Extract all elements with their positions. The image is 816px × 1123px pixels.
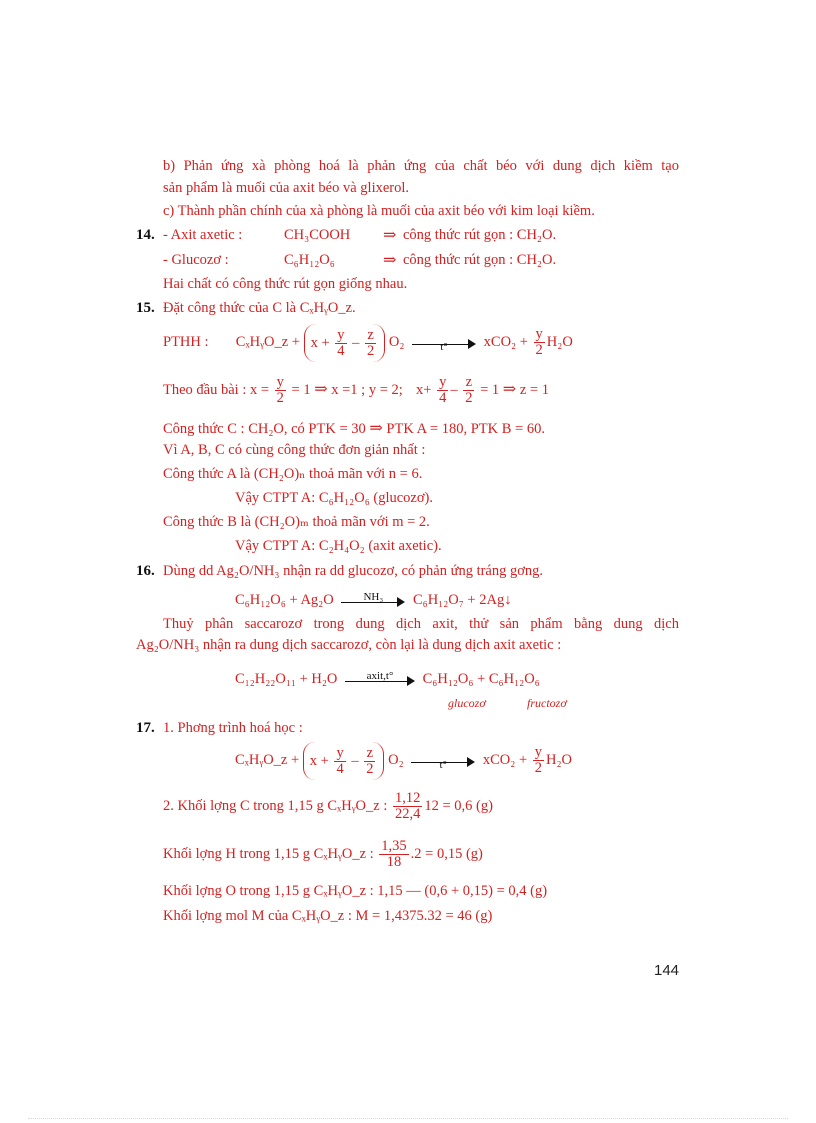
page-number: 144 [654,962,680,979]
fraction-y-2: $\frac{y}{2}$ [276,374,284,407]
sec14-line3: Hai chất có công thức rút gọn giống nhau. [163,276,408,292]
reaction-arrow-icon: NH₃ [341,591,405,611]
sec15-pthh-equation [163,322,573,362]
fraction-y-4: $\frac{y}{4}$ [336,744,344,777]
fraction-y-2: $\frac{y}{2}$ [535,326,543,359]
sec14-line1-result: công thức rút gọn : CH₂O. [403,227,557,243]
sec14-line1-name: - Axit axetic : [163,227,243,243]
fraction-z-2: $\frac{z}{2}$ [465,374,473,407]
pthh-label: PTHH : [163,334,209,350]
sec13-b-line2: sản phẩm là muối của axit béo và glixerol. [163,180,410,196]
implies-icon: ⇒ [369,420,383,437]
sec16-para-line1: Thuỷ phân saccarozơ trong dung dịch axit, thử sản phẩm bằng dung dịch [163,616,679,632]
sec14-line1-formula: CH₃COOH [284,227,351,243]
sec16-intro: Dùng dd Ag₂O/NH₃ nhận ra dd glucozơ, có phản ứng tráng gơng. [163,563,544,579]
sec13-b-line1: b) Phản ứng xà phòng hoá là phản ứng của chất béo với dung dịch kiềm tạo [163,158,679,174]
sec17-line5: Khối lợng mol M của CₓHᵧO_z : M = 1,4375.32 = 46 (g) [163,908,493,924]
implies-icon: ⇒ [502,381,517,398]
question-number-16: 16. [136,563,155,579]
question-number-17: 17. [136,720,155,736]
question-number-14: 14. [136,227,155,243]
sec17-line2: 2. Khối lợng C trong 1,15 g CₓHᵧO_z : $\frac{1,12}{22,4}$ 12 = 0,6 (g) [163,790,493,823]
question-number-15: 15. [136,300,155,316]
sec15-theo-dau-bai: Theo đầu bài : x = $\frac{y}{2}$ = 1 ⇒ x =1 ; y = 2; x+ $\frac{y}{4}$ – $\frac{z}{2}$ = 1 ⇒ z = 1 [163,374,549,407]
sec15-ct-c: Công thức C : CH₂O, có PTK = 30 ⇒ PTK A = 180, PTK B = 60. [163,420,545,437]
footer-divider [28,1118,788,1119]
sec15-vi: Vì A, B, C có cùng công thức đơn giản nhất : [163,442,426,458]
sec13-c: c) Thành phần chính của xà phòng là muối của axit béo với kim loại kiềm. [163,203,595,219]
sec17-line3: Khối lợng H trong 1,15 g CₓHᵧO_z : $\frac{1,35}{18}$ .2 = 0,15 (g) [163,838,483,871]
reaction-arrow-icon: t° [412,333,476,353]
oxygen-coefficient: x + $\frac{y}{4}$ – $\frac{z}{2}$ [303,742,385,780]
reaction-arrow-icon: axit,t° [345,670,415,690]
sec17-line1: 1. Phơng trình hoá học : [163,720,303,736]
sec14-line2-result: công thức rút gọn : CH₂O. [403,252,557,268]
fraction-z-2: $\frac{z}{2}$ [366,744,374,777]
pthh-water: H₂O [546,334,573,350]
sec16-equation2: C₁₂H₂₂O₁₁ + H₂O axit,t° C₆H₁₂O₆ + C₆H₁₂O₆ [235,667,540,691]
sec14-line2-name: - Glucozơ : [163,252,229,268]
pthh-right: xCO₂ + [483,334,528,350]
sec17-equation: CₓHᵧO_z + x + $\frac{y}{4}$ – $\frac{z}{2}$ O₂ t° xCO₂ + $\frac{y}{2}$ H₂O [235,740,572,780]
sec16-para-line2: Ag₂O/NH₃ nhận ra dung dịch saccarozơ, còn lại là dung dịch axit axetic : [136,637,562,653]
implies-icon: ⇒ [383,227,397,244]
sec15-ctpt-b: Vậy CTPT A: C₂H₄O₂ (axit axetic). [235,538,442,554]
fraction-z-2: $\frac{z}{2}$ [367,326,375,359]
sec14-line2-formula: C₆H₁₂O₆ [284,252,335,268]
oxygen-coefficient: x + $\frac{y}{4}$ – $\frac{z}{2}$ [304,324,386,362]
pthh-o2: O₂ [388,334,405,350]
sec16-equation1: C₆H₁₂O₆ + Ag₂O NH₃ C₆H₁₂O₇ + 2Ag↓ [235,588,511,612]
sec15-ct-a: Công thức A là (CH₂O)ₙ thoả mãn với n = 6. [163,466,423,482]
fraction-h-mass: $\frac{1,35}{18}$ [381,838,407,871]
fraction-y-2: $\frac{y}{2}$ [534,744,543,777]
sec15-ctpt-a: Vậy CTPT A: C₆H₁₂O₆ (glucozơ). [235,490,433,506]
implies-icon: ⇒ [383,252,397,269]
reaction-arrow-icon: t° [411,751,475,771]
implies-icon: ⇒ [314,381,328,398]
sec15-ct-b: Công thức B là (CH₂O)ₘ thoả mãn với m = 2. [163,514,430,530]
sec15-intro: Đặt công thức của C là CₓHᵧO_z. [163,300,356,316]
label-fructozo: fructozơ [527,696,567,710]
fraction-y-4: $\frac{y}{4}$ [439,374,447,407]
label-glucozo: glucozơ [448,696,486,710]
fraction-y-4: $\frac{y}{4}$ [337,326,345,359]
sec17-line4: Khối lợng O trong 1,15 g CₓHᵧO_z : 1,15 — (0,6 + 0,15) = 0,4 (g) [163,883,548,899]
pthh-left: CₓHᵧO_z + [235,334,300,350]
fraction-c-mass: $\frac{1,12}{22,4}$ [394,790,421,823]
